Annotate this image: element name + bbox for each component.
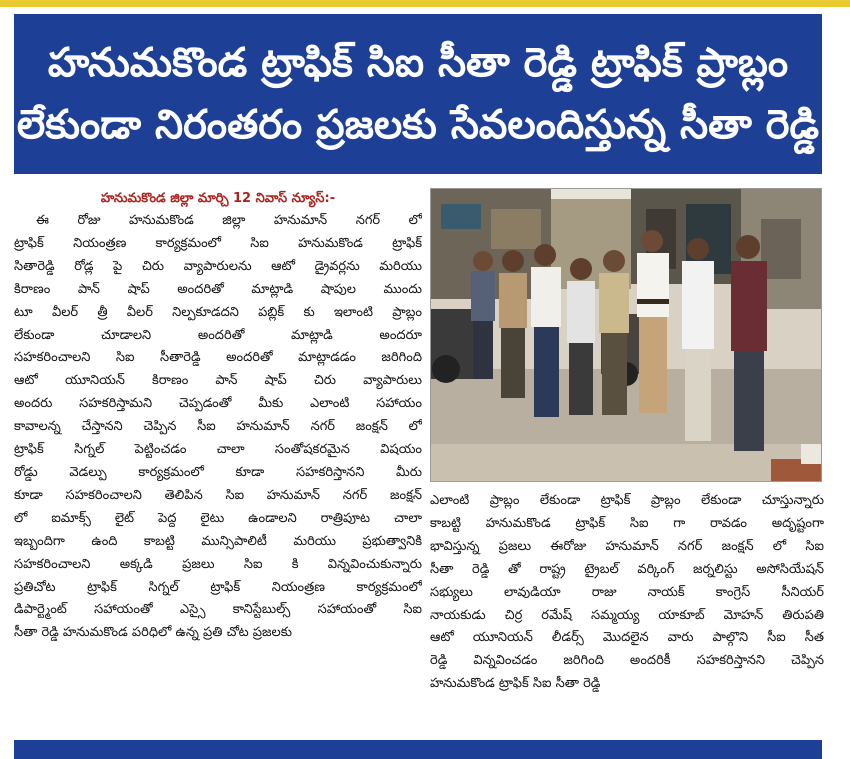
headline-banner	[14, 14, 822, 174]
news-photo	[430, 188, 822, 482]
text-line: ఆటో యూనియన్ లీడర్స్ మొదలైన వారు పాల్గొని సీఐ సీత	[430, 630, 824, 646]
left-text-body	[14, 210, 422, 645]
text-line: కిరాణం పాన్ షాప్ అందరితో మాట్లాడి షాపుల ముందు	[14, 281, 422, 297]
text-line: డిపార్ట్మెంట్ సహాయంతో ఎస్సై కానిస్టేబుల్స్ సహాయంతో సిఐ	[14, 602, 422, 618]
next-headline-band	[14, 740, 822, 759]
text-line: సీతా రెడ్డి తో రాష్ట్ర ట్రైబల్ వర్కింగ్ జర్నలిస్టు అసోసియేషన్	[430, 561, 824, 577]
text-line: ఇబ్బందిగా ఉంది కాబట్టి మున్సిపాలిటీ మరియు ప్రభుత్వానికి	[14, 533, 422, 549]
text-line: లేకుండా చూడాలని అందరితో మాట్లాడి అందరూ	[14, 327, 422, 343]
text-line: భావిస్తున్న ప్రజలు ఈరోజు హనుమాన్ నగర్ జంక్షన్ లో సిఐ	[430, 538, 824, 554]
text-line: నాయకుడు చిర్ర రమేష్ సమ్మయ్య యాకూబ్ మోహన్ తిరుపతి	[430, 607, 824, 623]
text-line: అందరు సహకరిస్తామని చెప్పడంతో మీకు ఎలాంటి సహాయం	[14, 396, 422, 412]
text-line: సితారెడ్డి రోడ్ల పై చిరు వ్యాపారులను ఆటో డ్రైవర్లను మరియు	[14, 258, 422, 274]
text-line: ప్రతిచోట ట్రాఫిక్ సిగ్నల్ ట్రాఫిక్ నియంత్రణ కార్యక్రమంలో	[14, 579, 422, 595]
text-line: సహకరించాలని అక్కడి ప్రజలు సిఐ కి విన్నవించుకున్నారు	[14, 556, 422, 572]
text-line: టూ వీలర్ త్రీ వీలర్ నిల్పకూడదని పబ్లిక్ కు ఇలాంటి ప్రాబ్లం	[14, 304, 422, 320]
text-line: సీతా రెడ్డి హనుమకొండ పరిధిలో ఉన్న ప్రతి చోట ప్రజలకు	[14, 625, 293, 641]
text-line: ఎలాంటి ప్రాబ్లం లేకుండా ట్రాఫిక్ ప్రాబ్లం లేకుండా చూస్తున్నారు	[430, 493, 824, 508]
text-line: కావాలన్న చేస్తానని చెప్పిన సీఐ హనుమాన్ నగర్ జంక్షన్ లో	[14, 419, 422, 435]
text-line: లో ఐమాక్స్ లైట్ పెద్ద లైటు ఉండాలని రాత్రిపూట చాలా	[14, 510, 422, 526]
top-rule	[0, 0, 850, 7]
text-line: కాబట్టి హనుమకొండ ట్రాఫిక్ సిఐ గా రావడం అదృష్టంగా	[430, 515, 824, 531]
text-line: కూడా సహకరించాలని తెలిపిన సిఐ హనుమాన్ నగర్ జంక్షన్	[14, 487, 422, 503]
dateline: హనుమకొండ జిల్లా మార్చి 12 నివాస్ న్యూస్:-	[100, 191, 336, 206]
text-line: హనుమకొండ ట్రాఫిక్ సిఐ సీతా రెడ్డి	[430, 676, 601, 692]
headline-line-2: లేకుండా నిరంతరం ప్రజలకు సేవలందిస్తున్న సీతా రెడ్డి	[16, 102, 820, 148]
right-text-body	[430, 490, 824, 696]
text-line: రెడ్డి విన్నవించడం జరిగింది అందరికీ సహకరిస్తానని చెప్పిన	[430, 653, 824, 669]
article-left-column	[14, 188, 422, 645]
text-line: ట్రాఫిక్ నియంత్రణ కార్యక్రమంలో సిఐ హనుమకొండ ట్రాఫిక్	[14, 235, 422, 251]
headline-line-1: హనుమకొండ ట్రాఫిక్ సిఐ సీతా రెడ్డి ట్రాఫిక్ ప్రాబ్లం	[47, 40, 789, 86]
article-right-column	[430, 490, 824, 696]
text-line: సహకరించాలని సిఐ సీతారెడ్డి అందరితో మాట్లాడడం జరిగింది	[14, 350, 422, 366]
text-line: సభ్యులు లావుడియా రాజు నాయక్ కాంగ్రెస్ సీనియర్	[430, 584, 824, 600]
text-line: ఆటో యూనియన్ కిరాణం పాన్ షాప్ చిరు వ్యాపారులు	[14, 373, 422, 389]
text-line: రోడ్డు వెడల్పు కార్యక్రమంలో కూడా సహకరిస్తానని మీరు	[14, 464, 422, 480]
text-line: ట్రాఫిక్ సిగ్నల్ పెట్టించడం చాలా సంతోషకరమైన విషయం	[14, 442, 422, 458]
text-line: ఈ రోజు హనుమకొండ జిల్లా హనుమాన్ నగర్ లో	[36, 213, 422, 228]
